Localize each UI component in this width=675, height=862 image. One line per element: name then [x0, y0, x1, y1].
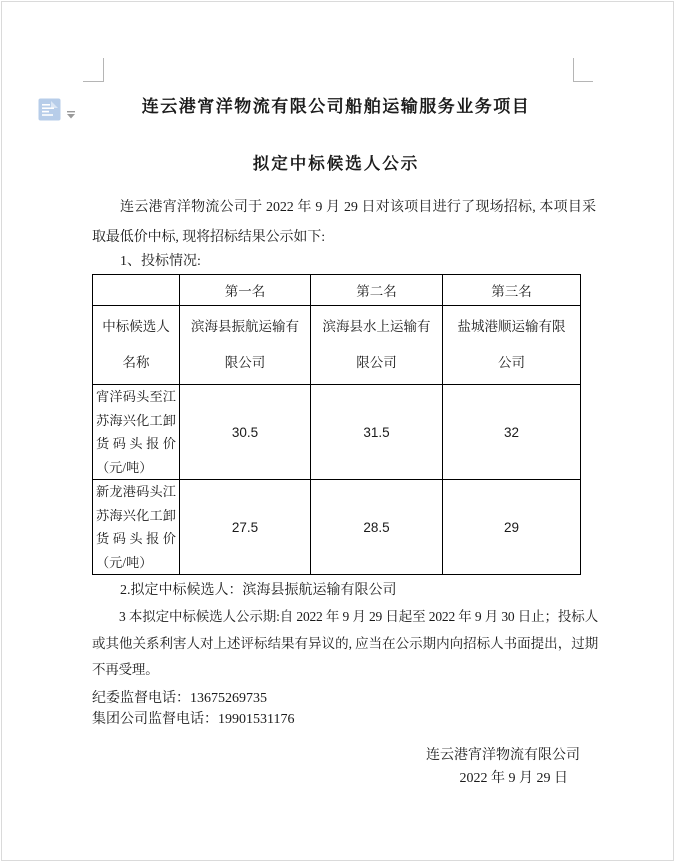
row-label-cell: [93, 306, 180, 385]
section3-paragraph: 3 本拟定中标候选人公示期:自 2022 年 9 月 29 日起至 2022 年 9 月 30 日止；投标人或其他关系利害人对上述评标结果有异议的, 应当在公示期内向招标人书面提出，过期不再受理。: [92, 609, 598, 677]
table-cell: [443, 306, 581, 385]
section2-line: 2.拟定中标候选人：滨海县振航运输有限公司: [120, 583, 397, 598]
row-label-cell: [93, 480, 180, 575]
table-cell: [180, 306, 311, 385]
table-cell: 30.5: [180, 385, 311, 480]
table-cell: 28.5: [311, 480, 443, 575]
table-header-cell: 第二名: [311, 275, 443, 306]
cell-text: 滨海县振航运输有限公司: [191, 319, 299, 370]
table-row: [93, 385, 581, 480]
supervision-phone-line: 纪委监督电话：13675269735: [92, 690, 267, 706]
cell-text: 盐城港顺运输有限公司: [457, 319, 566, 370]
table-header-cell: 第三名: [443, 275, 581, 306]
paste-options-icon[interactable]: [38, 98, 61, 121]
table-header-row: [93, 275, 581, 306]
document-content: [92, 0, 598, 789]
document-subtitle: 拟定中标候选人公示: [252, 154, 420, 173]
cell-text: 中标候选人名称: [102, 319, 170, 370]
table-row: [93, 306, 581, 385]
signature-date: 2022 年 9 月 29 日: [459, 770, 568, 786]
table-cell: 31.5: [311, 385, 443, 480]
supervision-phone-line: 集团公司监督电话：19901531176: [92, 712, 295, 727]
cell-text: 宵洋码头至江苏海兴化工卸货码头报价（元/吨）: [96, 389, 176, 475]
table-cell: 29: [443, 480, 581, 575]
row-label-cell: [93, 385, 180, 480]
section1-label: 1、投标情况:: [120, 254, 201, 269]
table-header-cell: 第一名: [180, 275, 311, 306]
table-header-cell: [93, 275, 180, 306]
table-cell: 27.5: [180, 480, 311, 575]
signature-company: 连云港宵洋物流有限公司: [426, 747, 580, 763]
table-cell: [311, 306, 443, 385]
table-row: [93, 480, 581, 575]
chevron-down-icon[interactable]: [66, 106, 76, 114]
paste-options-widget[interactable]: [38, 98, 82, 124]
cell-text: 新龙港码头江苏海兴化工卸货码头报价（元/吨）: [96, 484, 176, 570]
intro-paragraph: 连云港宵洋物流公司于 2022 年 9 月 29 日对该项目进行了现场招标, 本项目采取最低价中标, 现将招标结果公示如下:: [92, 200, 596, 245]
document-title: 连云港宵洋物流有限公司船舶运输服务业务项目: [141, 97, 531, 116]
cell-text: 滨海县水上运输有限公司: [322, 319, 431, 370]
table-cell: 32: [443, 385, 581, 480]
bid-results-table: [92, 274, 581, 575]
